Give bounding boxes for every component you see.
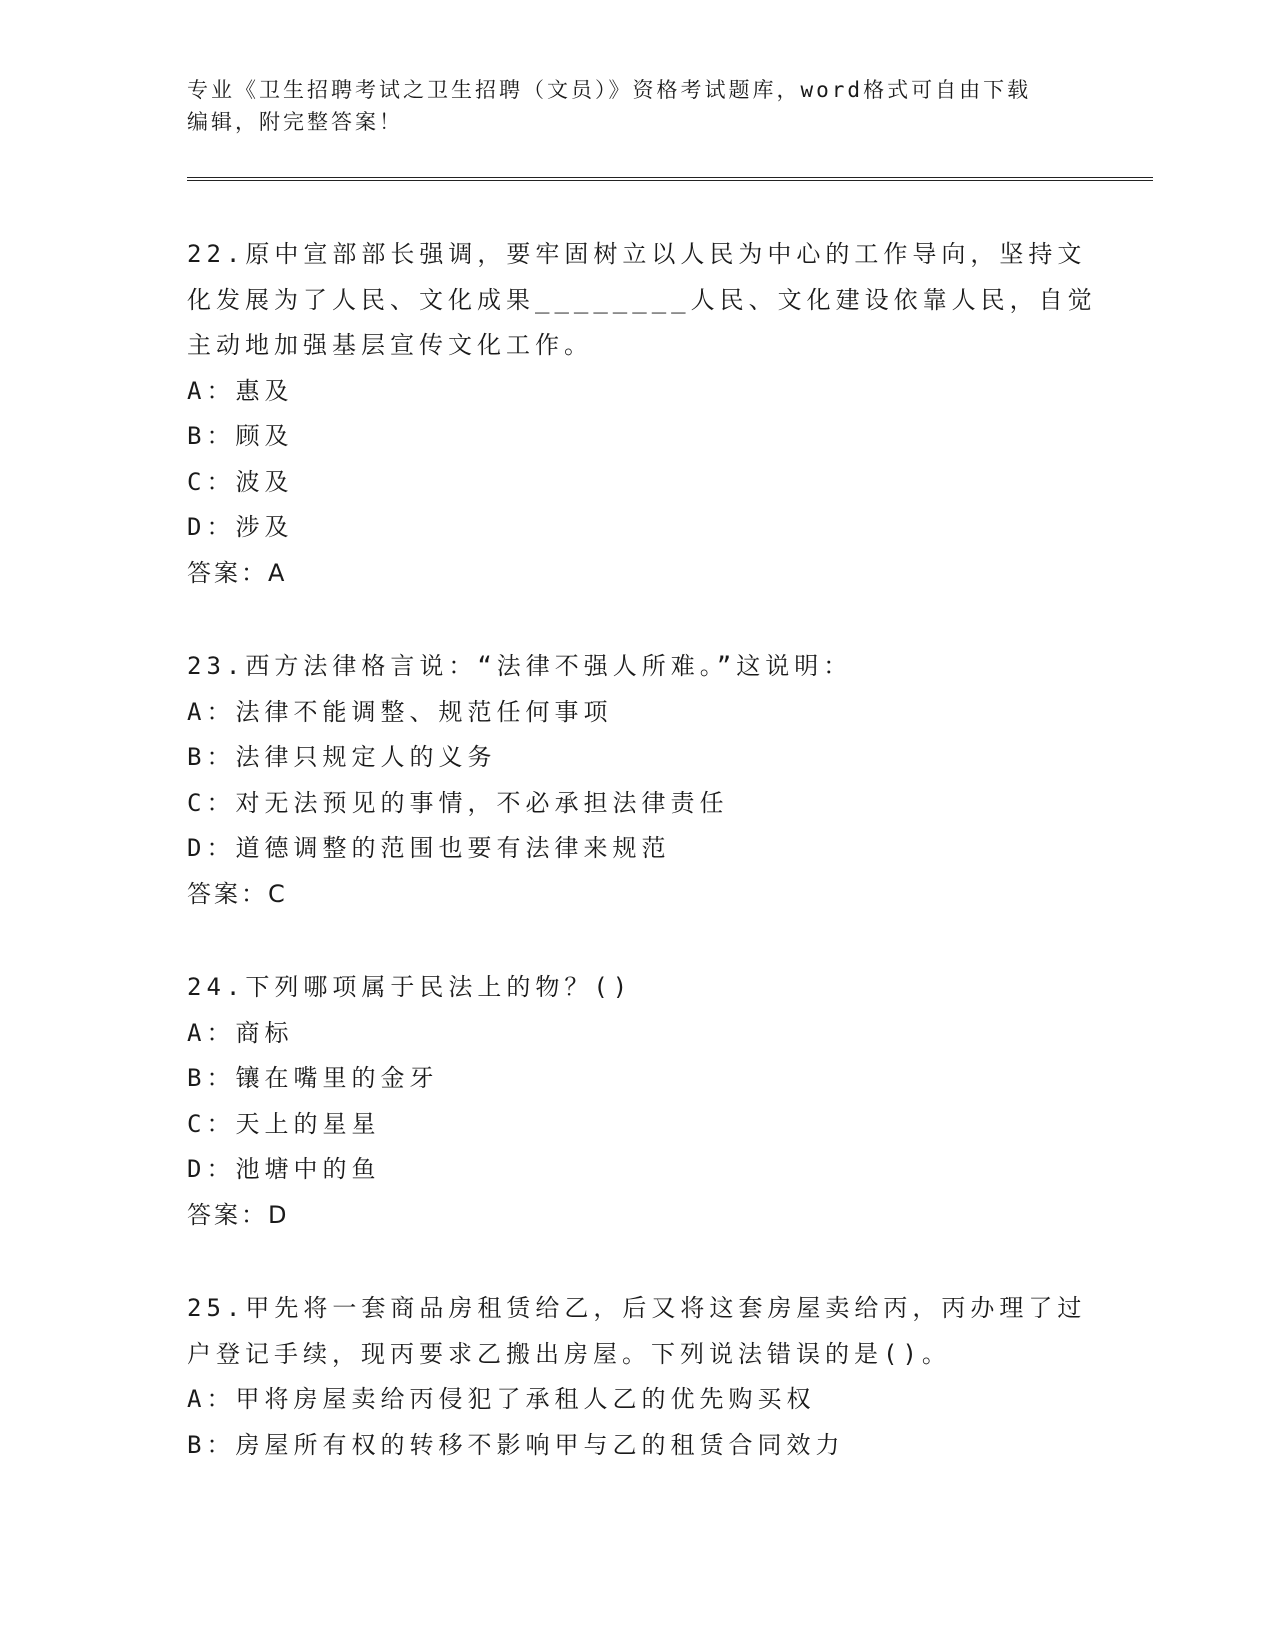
question-stem-line: 25.甲先将一套商品房租赁给乙，后又将这套房屋卖给丙，丙办理了过 xyxy=(187,1294,1087,1322)
document-header xyxy=(187,74,1087,138)
header-divider xyxy=(187,177,1153,181)
header-line-1: 专业《卫生招聘考试之卫生招聘（文员）》资格考试题库，word格式可自由下载 xyxy=(187,78,1032,102)
question-stem-line: 24.下列哪项属于民法上的物？() xyxy=(187,973,633,1001)
option-c: C：波及 xyxy=(187,467,294,496)
option-d: D：涉及 xyxy=(187,513,294,541)
question-24 xyxy=(187,965,1087,1238)
option-d: D：道德调整的范围也要有法律来规范 xyxy=(187,834,671,862)
question-stem-line: 户登记手续，现丙要求乙搬出房屋。下列说法错误的是()。 xyxy=(187,1339,951,1368)
option-a: A：商标 xyxy=(187,1018,294,1047)
question-list xyxy=(187,232,1097,1516)
option-b: B：法律只规定人的义务 xyxy=(187,743,497,771)
question-stem-line: 22.原中宣部部长强调，要牢固树立以人民为中心的工作导向，坚持文 xyxy=(187,240,1087,268)
question-stem-line: 23.西方法律格言说：“法律不强人所难。”这说明： xyxy=(187,652,853,680)
option-b: B：镶在嘴里的金牙 xyxy=(187,1064,439,1092)
option-b: B：顾及 xyxy=(187,422,294,450)
option-d: D：池塘中的鱼 xyxy=(187,1155,381,1183)
option-a: A：甲将房屋卖给丙侵犯了承租人乙的优先购买权 xyxy=(187,1385,816,1413)
option-c: C：天上的星星 xyxy=(187,1109,381,1138)
question-25 xyxy=(187,1286,1087,1468)
question-stem-line: 主动地加强基层宣传文化工作。 xyxy=(187,331,593,359)
header-line-2: 编辑，附完整答案！ xyxy=(187,110,403,134)
question-22 xyxy=(187,232,1097,596)
option-a: A：惠及 xyxy=(187,376,294,405)
question-stem-line: 化发展为了人民、文化成果________人民、文化建设依靠人民，自觉 xyxy=(187,285,1097,314)
answer-line: 答案：D xyxy=(187,1200,290,1229)
question-23 xyxy=(187,644,1087,917)
option-b: B：房屋所有权的转移不影响甲与乙的租赁合同效力 xyxy=(187,1430,845,1459)
answer-line: 答案：C xyxy=(187,879,288,908)
option-c: C：对无法预见的事情，不必承担法律责任 xyxy=(187,788,729,817)
option-a: A：法律不能调整、规范任何事项 xyxy=(187,697,613,726)
answer-line: 答案：A xyxy=(187,558,288,587)
